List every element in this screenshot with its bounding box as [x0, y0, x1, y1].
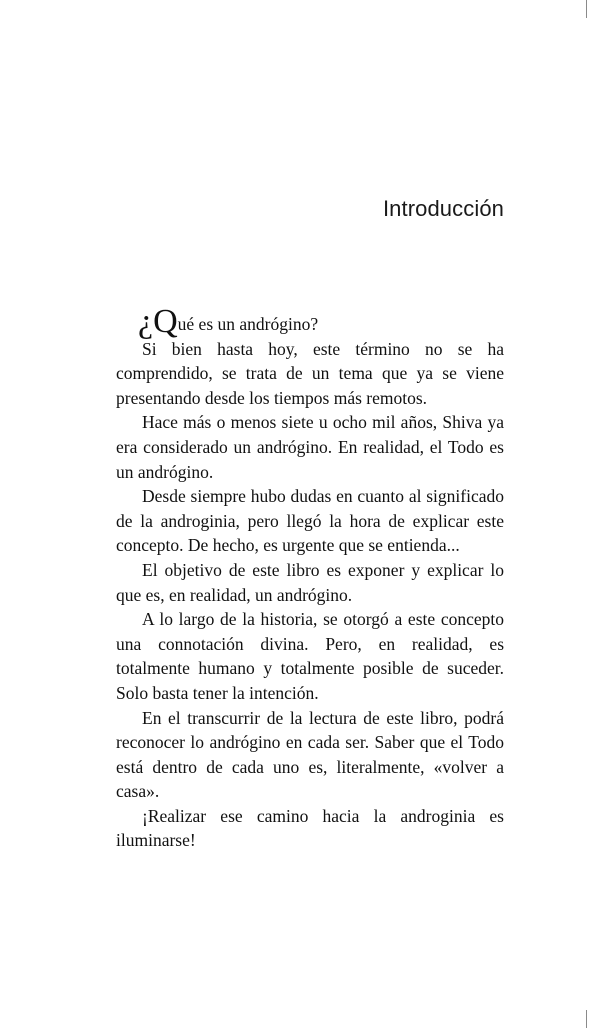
- chapter-title: Introducción: [382, 196, 504, 221]
- paragraph-2: Hace más o menos siete u ocho mil años, Shiva ya era considerado un andrógino. En realidad, el Todo es un andrógino.: [116, 412, 504, 482]
- page-edge-mark-top: [586, 0, 587, 18]
- paragraph-7: ¡Realizar ese camino hacia la androginia es iluminarse!: [116, 805, 504, 851]
- paragraph-1: Si bien hasta hoy, este término no se ha comprendido, se trata de un tema que ya se viene presentando desde los tiempos más remotos.: [116, 338, 504, 408]
- paragraph-3: Desde siempre hubo dudas en cuanto al significado de la androginia, pero llegó la hora de explicar este concepto. De hecho, es urgente que se entienda...: [116, 486, 504, 556]
- chapter-body: [116, 303, 504, 853]
- opening-line-text: ué es un andrógino?: [177, 314, 319, 334]
- paragraph-5: A lo largo de la historia, se otorgó a este concepto una connotación divina. Pero, en realidad, es totalmente humano y totalmente posible de suceder. Solo basta tener la intención.: [116, 609, 504, 703]
- page-edge-mark-bottom: [586, 1010, 587, 1028]
- paragraph-4: El objetivo de este libro es exponer y explicar lo que es, en realidad, un andrógino.: [116, 559, 504, 605]
- drop-cap-initial: ¿Q: [138, 303, 178, 340]
- paragraph-6: En el transcurrir de la lectura de este libro, podrá reconocer lo andrógino en cada ser. Saber que el Todo está dentro de cada uno es, literalmente, «volver a casa».: [116, 707, 504, 802]
- opening-line: [116, 303, 504, 340]
